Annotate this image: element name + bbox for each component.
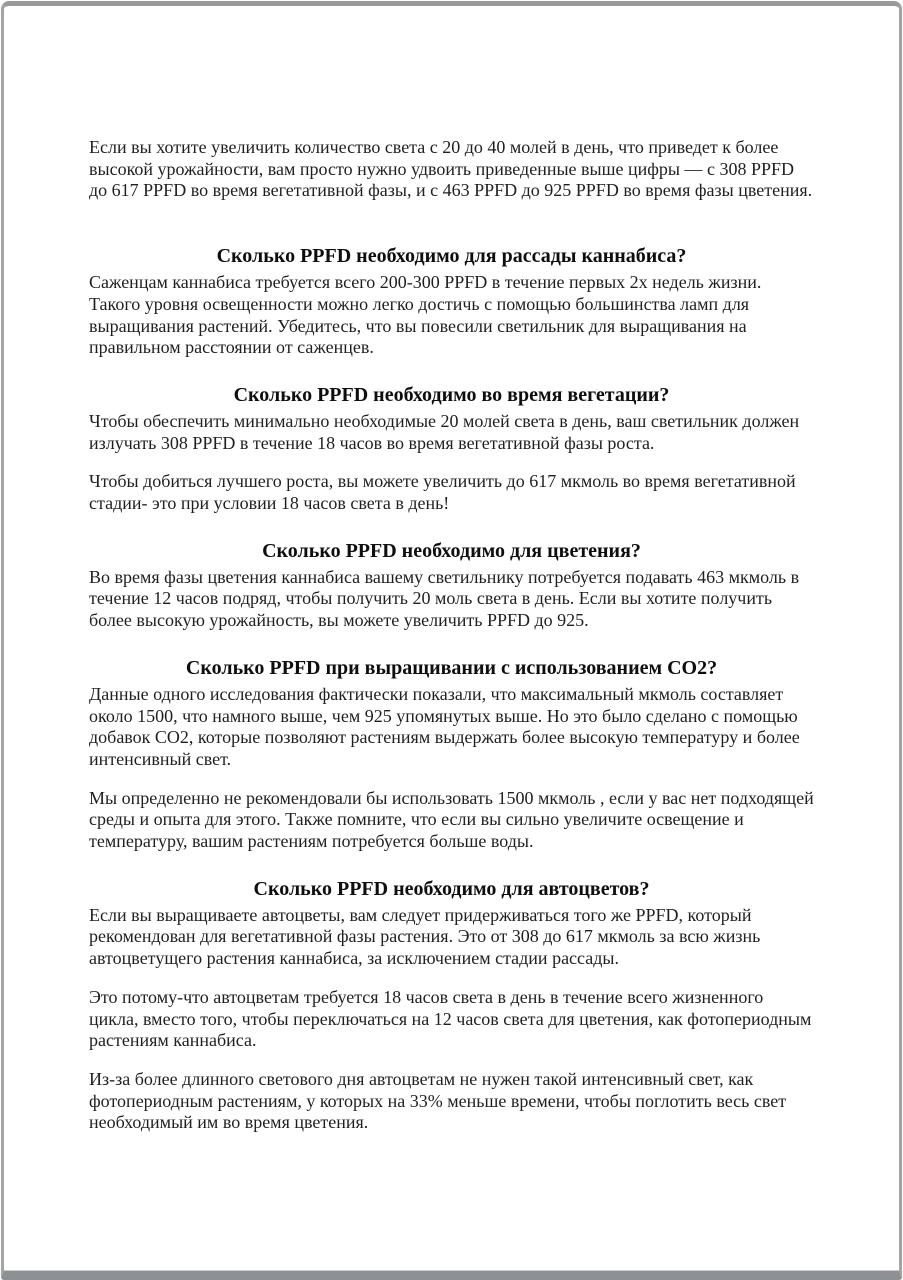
section-heading-flowering: Сколько PPFD необходимо для цветения? <box>262 539 641 562</box>
paragraph: Во время фазы цветения каннабиса вашему светильнику потребуется подавать 463 мкмоль в течение 12 часов подряд, чтобы получить 20 моль света в день. Если вы хотите получить более высокую урожайность, вы можете увеличить PPFD до 925. <box>89 566 800 631</box>
paragraph: Чтобы обеспечить минимально необходимые 20 молей света в день, ваш светильник должен излучать 308 PPFD в течение 18 часов во время вегетативной фазы роста. <box>89 410 800 453</box>
section-heading-vegetation: Сколько PPFD необходимо во время вегетации? <box>233 383 670 406</box>
paragraph: Данные одного исследования фактически показали, что максимальный мкмоль составляет около 1500, что намного выше, чем 925 упомянутых выше. Но это было сделано с помощью добавок CO2, которые позволяют растениям выдержать более высокую температуру и более интенсивный свет. <box>89 683 800 769</box>
paragraph: Это потому-что автоцветам требуется 18 часов света в день в течение всего жизненного цикла, вместо того, чтобы переключаться на 12 часов света для цветения, как фотопериодным растениям каннабиса. <box>89 986 812 1051</box>
intro-paragraph: Если вы хотите увеличить количество света с 20 до 40 молей в день, что приведет к более высокой урожайности, вам просто нужно удвоить приведенные выше цифры — с 308 PPFD до 617 PPFD во время вегетативной фазы, и с 463 PPFD до 925 PPFD во время фазы цветения. <box>89 137 813 201</box>
article-body <box>4 6 899 1134</box>
section-heading-autoflowers: Сколько PPFD необходимо для автоцветов? <box>253 877 650 900</box>
paragraph: Чтобы добиться лучшего роста, вы можете увеличить до 617 мкмоль во время вегетативной стадии- это при условии 18 часов света в день! <box>89 471 796 514</box>
section-heading-co2: Сколько PPFD при выращивании с использованием CO2? <box>185 656 718 679</box>
paragraph: Если вы выращиваете автоцветы, вам следует придерживаться того же PPFD, который рекомендован для вегетативной фазы растения. Это от 308 до 617 мкмоль за всю жизнь автоцветущего растения каннабиса, за исключением стадии рассады. <box>89 904 761 969</box>
paragraph: Саженцам каннабиса требуется всего 200-300 PPFD в течение первых 2х недель жизни. Такого уровня освещенности можно легко достичь с помощью большинства ламп для выращивания растений. Убедитесь, что вы повесили светильник для выращивания на правильном расстоянии от саженцев. <box>89 272 762 358</box>
paragraph: Мы определенно не рекомендовали бы использовать 1500 мкмоль , если у вас нет подходящей среды и опыта для этого. Также помните, что если вы сильно увеличите освещение и температуру, вашим растениям потребуется больше воды. <box>89 787 814 852</box>
document-page-frame <box>1 1 902 1280</box>
paragraph: Из-за более длинного светового дня автоцветам не нужен такой интенсивный свет, как фотопериодным растениям, у которых на 33% меньше времени, чтобы поглотить весь свет необходимый им во время цветения. <box>89 1068 787 1133</box>
section-heading-seedlings: Сколько PPFD необходимо для рассады каннабиса? <box>216 245 687 268</box>
